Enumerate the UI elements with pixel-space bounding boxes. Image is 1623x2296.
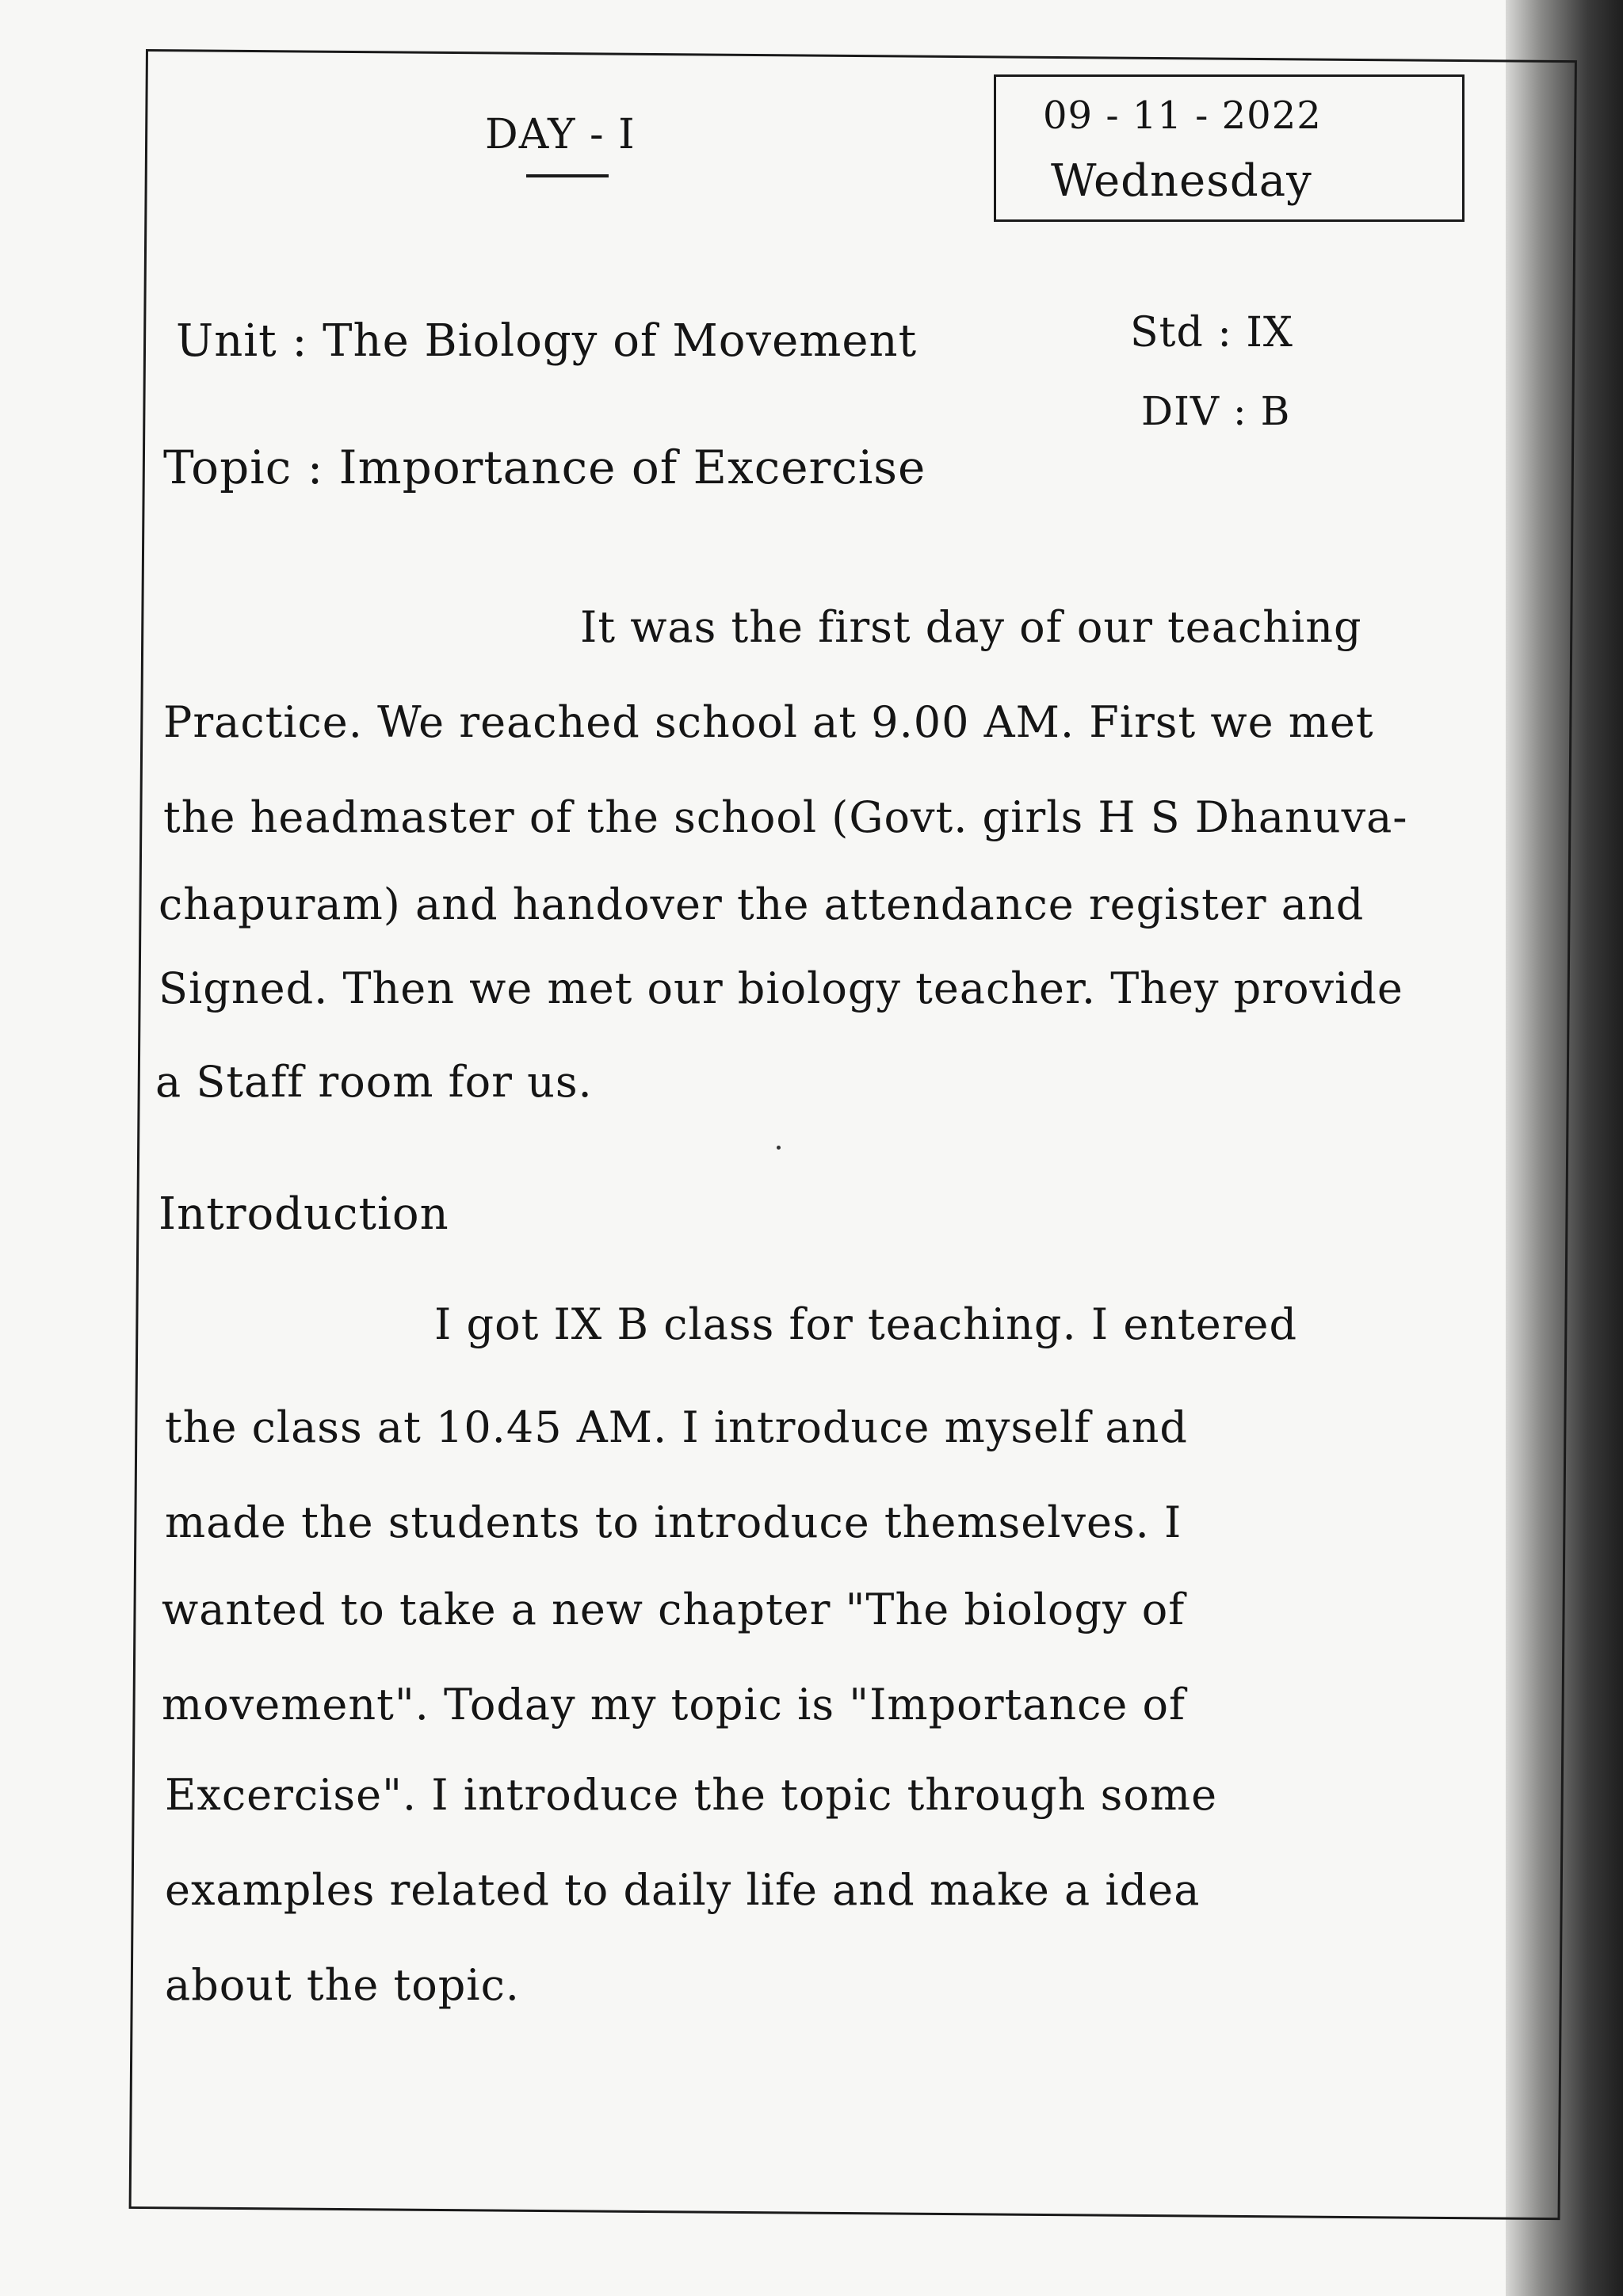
paragraph-line: It was the first day of our teaching: [580, 602, 1362, 652]
div-line: DIV : B: [1141, 388, 1291, 434]
weekday-text: Wednesday: [1051, 155, 1312, 207]
paragraph-line: wanted to take a new chapter "The biology of: [162, 1585, 1186, 1634]
paragraph-line: Signed. Then we met our biology teacher. They provide: [158, 963, 1403, 1013]
paragraph-line: the headmaster of the school (Govt. girls H S Dhanuva-: [163, 792, 1408, 842]
ink-dot: [777, 1146, 781, 1150]
date-text: 09 - 11 - 2022: [1043, 93, 1322, 138]
paragraph-line: Practice. We reached school at 9.00 AM. First we met: [163, 697, 1374, 747]
unit-line: Unit : The Biology of Movement: [176, 315, 918, 367]
day-label: DAY - I: [485, 111, 636, 158]
paragraph-line: chapuram) and handover the attendance register and: [158, 879, 1365, 929]
paragraph-line: about the topic.: [165, 1960, 520, 2010]
introduction-heading: Introduction: [158, 1188, 449, 1240]
day-underline: [526, 174, 609, 177]
std-line: Std : IX: [1130, 309, 1293, 357]
paragraph-line: examples related to daily life and make a idea: [165, 1865, 1201, 1915]
topic-line: Topic : Importance of Excercise: [163, 441, 926, 494]
paragraph-line: I got IX B class for teaching. I entered: [434, 1299, 1298, 1349]
paragraph-line: made the students to introduce themselves. I: [165, 1497, 1182, 1547]
paragraph-line: movement". Today my topic is "Importance of: [162, 1680, 1186, 1730]
paragraph-line: the class at 10.45 AM. I introduce myself and: [165, 1402, 1188, 1452]
paragraph-line: a Staff room for us.: [155, 1057, 593, 1107]
paragraph-line: Excercise". I introduce the topic through some: [165, 1770, 1218, 1820]
